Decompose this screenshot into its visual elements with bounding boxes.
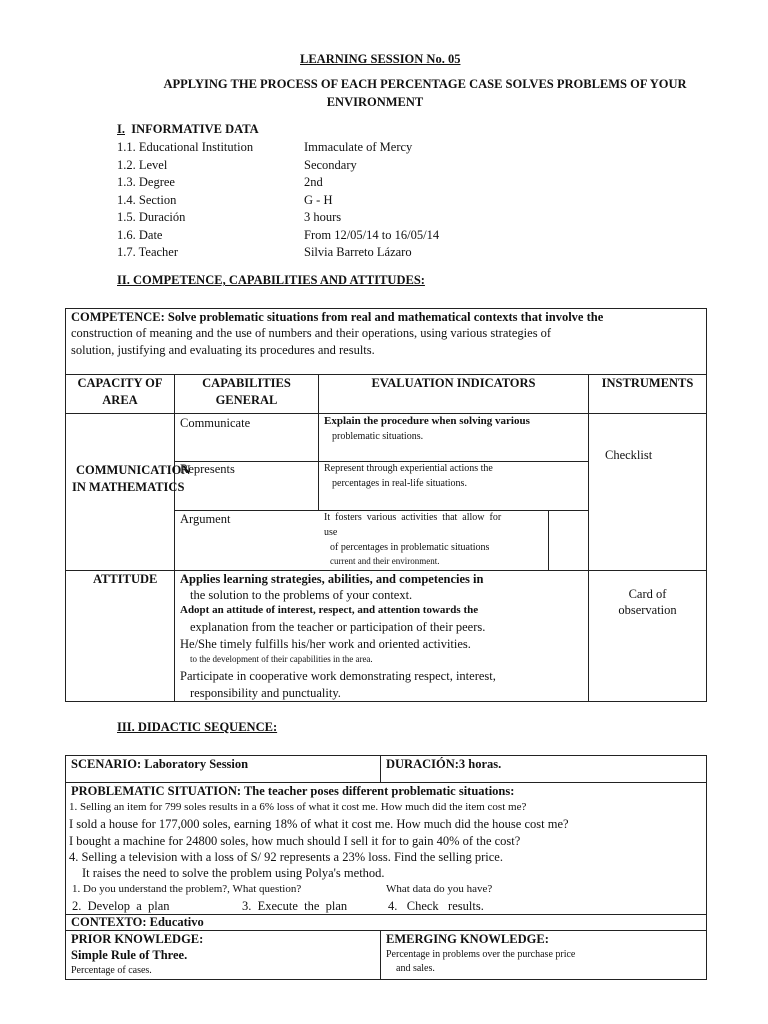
session-title: LEARNING SESSION No. 05 <box>300 52 461 66</box>
attitude-line-2: the solution to the problems of your context. <box>190 588 413 602</box>
indicator-2-line-1: Represent through experiential actions the <box>324 463 493 474</box>
area-line-2: IN MATHEMATICS <box>72 480 185 494</box>
header-indicators: EVALUATION INDICATORS <box>371 376 536 390</box>
header-capabilities: CAPABILITIES GENERAL <box>202 376 291 407</box>
problematic-situation-heading: PROBLEMATIC SITUATION: The teacher poses different problematic situations: <box>71 784 515 798</box>
section-3-title: III. DIDACTIC SEQUENCE: <box>117 720 278 734</box>
polya-step-4: 4. Check results. <box>388 899 484 913</box>
section-1-heading <box>117 122 259 137</box>
indicator-1-line-2: problematic situations. <box>332 431 424 442</box>
competence-text-line-2: construction of meaning and the use of numbers and their operations, using various strategies of <box>71 326 552 340</box>
competence-text-line-3: solution, justifying and evaluating its procedures and results. <box>71 343 375 357</box>
attitude-line-6: to the development of their capabilities in the area. <box>190 654 373 664</box>
indicator-3-line-2: use <box>324 527 338 538</box>
emerging-knowledge-label: EMERGING KNOWLEDGE: <box>386 932 549 946</box>
polya-step-1: 1. Do you understand the problem?, What question? <box>72 883 302 895</box>
prior-knowledge-1: Simple Rule of Three. <box>71 948 188 962</box>
indicator-3-line-3: of percentages in problematic situations <box>330 542 490 553</box>
problem-3: I bought a machine for 24800 soles, how much should I sell it for to gain 40% of the cost? <box>69 834 521 848</box>
prior-knowledge-2: Percentage of cases. <box>71 965 152 976</box>
subtitle-line-1: APPLYING THE PROCESS OF EACH PERCENTAGE CASE SOLVES PROBLEMS OF YOUR <box>163 77 687 91</box>
duration: DURACIÓN:3 horas. <box>386 757 502 771</box>
competence-text-line-1: COMPETENCE: Solve problematic situations from real and mathematical contexts that involve the <box>71 310 604 324</box>
attitude-line-1: Applies learning strategies, abilities, and competencies in <box>180 572 484 586</box>
competence-label: COMPETENCE: <box>71 310 165 324</box>
emerging-knowledge-1: Percentage in problems over the purchase price <box>386 949 576 960</box>
polya-data-question: What data do you have? <box>386 883 493 895</box>
header-capacity: CAPACITY OF AREA <box>77 376 163 407</box>
section-1-title: INFORMATIVE DATA <box>131 122 259 136</box>
polya-step-2: 2. Develop a plan <box>72 899 170 913</box>
indicator-3-line-4: current and their environment. <box>330 556 440 566</box>
attitude-label: ATTITUDE <box>93 572 158 586</box>
capability-represents: Represents <box>180 462 235 476</box>
prior-knowledge-label: PRIOR KNOWLEDGE: <box>71 932 204 946</box>
capability-communicate: Communicate <box>180 416 251 430</box>
polya-intro: It raises the need to solve the problem using Polya's method. <box>82 866 385 880</box>
instrument-checklist: Checklist <box>605 448 653 462</box>
indicator-3-line-1: It fosters various activities that allow for <box>324 512 502 523</box>
instrument-card: Card of observation <box>618 587 677 617</box>
context: CONTEXTO: Educativo <box>71 915 204 929</box>
problem-2: I sold a house for 177,000 soles, earning 18% of what it cost me. How much did the house cost me? <box>69 817 569 831</box>
scenario: SCENARIO: Laboratory Session <box>71 757 249 771</box>
attitude-line-7: Participate in cooperative work demonstrating respect, interest, <box>180 669 496 683</box>
capability-argument: Argument <box>180 512 231 526</box>
subtitle-line-2: ENVIRONMENT <box>326 95 424 109</box>
area-line-1: COMMUNICATION <box>76 463 191 477</box>
attitude-line-4: explanation from the teacher or participation of their peers. <box>190 620 486 634</box>
indicator-1-line-1: Explain the procedure when solving various <box>324 415 530 427</box>
section-1-number: I. <box>117 122 125 136</box>
attitude-line-3: Adopt an attitude of interest, respect, and attention towards the <box>180 604 479 616</box>
emerging-knowledge-2: and sales. <box>396 963 435 974</box>
attitude-line-5: He/She timely fulfills his/her work and oriented activities. <box>180 637 471 651</box>
attitude-line-8: responsibility and punctuality. <box>190 686 341 700</box>
indicator-2-line-2: percentages in real-life situations. <box>332 478 467 489</box>
problem-1: 1. Selling an item for 799 soles results in a 6% loss of what it cost me. How much did the item cost me? <box>69 801 527 813</box>
header-instruments: INSTRUMENTS <box>601 376 694 390</box>
section-2-title: II. COMPETENCE, CAPABILITIES AND ATTITUDES: <box>117 273 425 287</box>
problem-4: 4. Selling a television with a loss of S/ 92 represents a 23% loss. Find the selling price. <box>69 850 503 864</box>
polya-step-3: 3. Execute the plan <box>242 899 348 913</box>
